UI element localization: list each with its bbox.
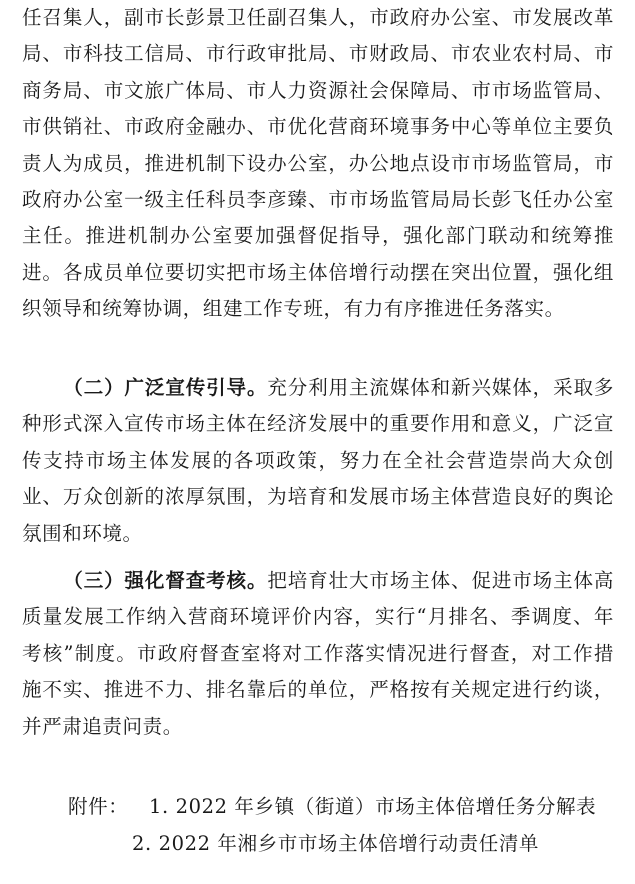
paragraph-1-text: 任召集人，副市长彭景卫任副召集人，市政府办公室、市发展改革局、市科技工信局、市行政审批局、市财政局、市农业农村局、市商务局、市文旅广体局、市人力资源社会保障局、市市场监管局、市供销社、市政府金融办、市优化营商环境事务中心等单位主要负责人为成员，推进机制下设办公室，办公地点设市市场监管局，市政府办公室一级主任科员李彦臻、市市场监管局局长彭飞任办公室主任。推进机制办公室要加强督促指导，强化部门联动和统筹推进。各成员单位要切实把市场主体倍增行动摆在突出位置，强化组织领导和统筹协调，组建工作专班，有力有序推进任务落实。 [22,6,614,321]
section-2-heading: （二）广泛宣传引导。 [63,376,268,399]
section-3-paragraph [22,563,614,745]
section-3-body: 把培育壮大市场主体、促进市场主体高质量发展工作纳入营商环境评价内容，实行“月排名、季调度、年考核”制度。市政府督查室将对工作落实情况进行督查，对工作措施不实、推进不力、排名靠后的单位，严格按有关规定进行约谈，并严肃追责问责。 [22,569,614,738]
attachment-label: 附件： [68,795,129,818]
section-2-paragraph [22,370,614,552]
attachment-item-1: 1. 2022 年乡镇（街道）市场主体倍增任务分解表 [149,795,597,818]
section-3-heading: （三）强化督查考核。 [63,569,268,592]
paragraph-continuation [22,0,614,328]
attachment-item-2: 2. 2022 年湘乡市市场主体倍增行动责任清单 [132,832,540,855]
section-2-body: 充分利用主流媒体和新兴媒体，采取多种形式深入宣传市场主体在经济发展中的重要作用和意义，广泛宣传支持市场主体发展的各项政策，努力在全社会营造崇尚大众创业、万众创新的浓厚氛围，为培育和发展市场主体营造良好的舆论氛围和环境。 [22,376,614,545]
